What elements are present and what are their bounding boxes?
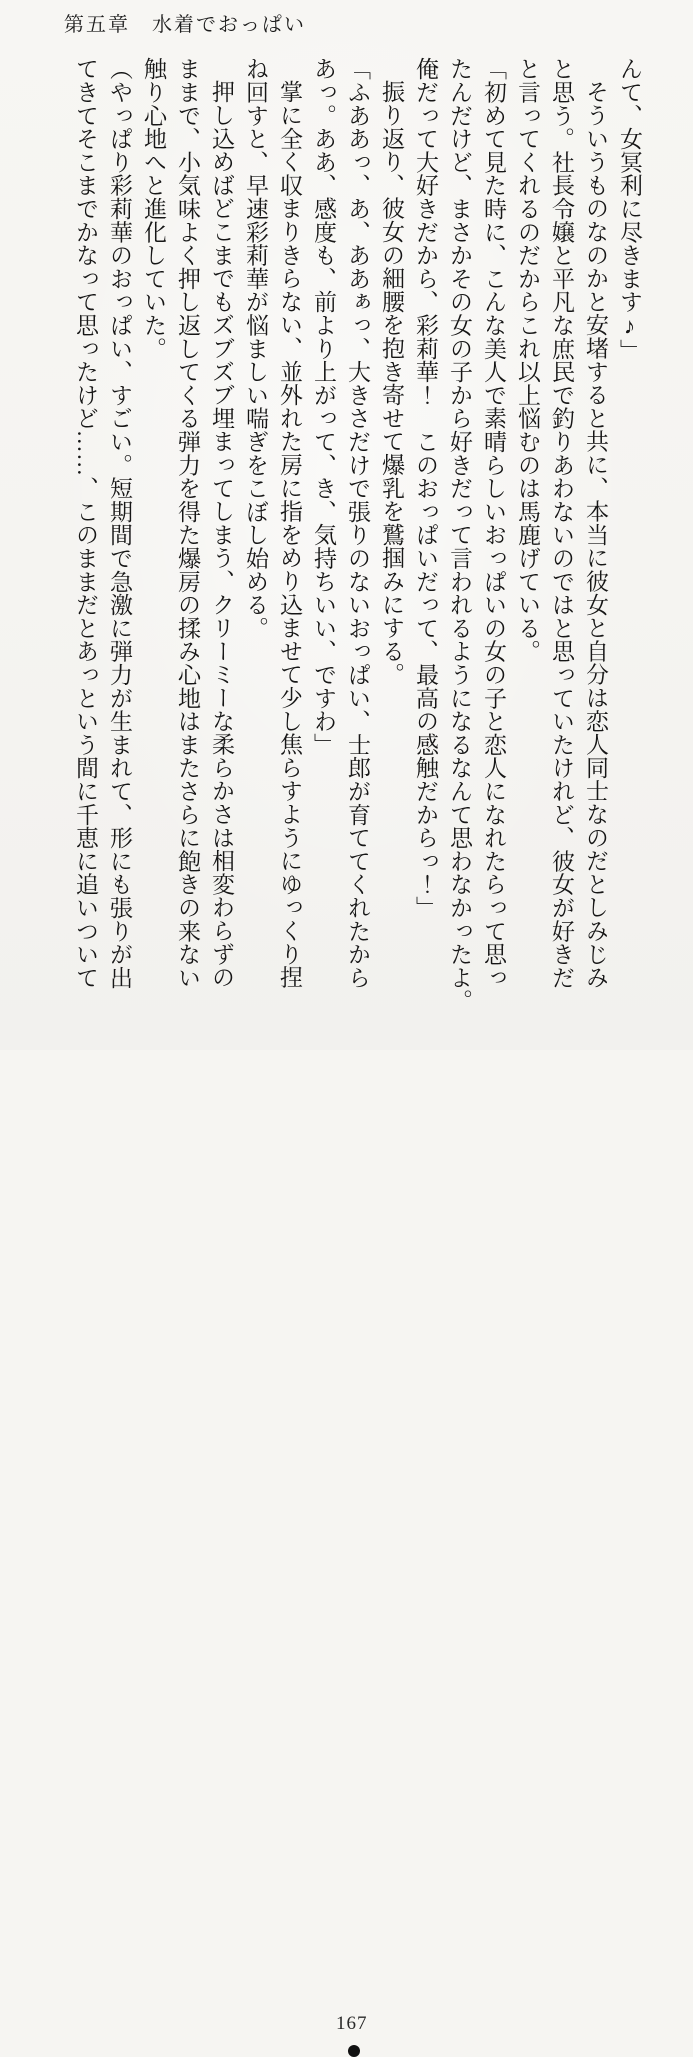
text-line: 「初めて見た時に、こんな美人で素晴らしいおっぱいの女の子と恋人になれたらって思っ (481, 57, 506, 989)
text-line: （やっぱり彩莉華のおっぱい、すごい。短期間で急激に弾力が生まれて、形にも張りが出 (107, 57, 132, 989)
text-line: と思う。社長令嬢と平凡な庶民で釣りあわないのではと思っていたけれど、彼女が好きだ (549, 57, 574, 989)
text-line: 振り返り、彼女の細腰を抱き寄せて爆乳を鷲掴みにする。 (379, 80, 404, 686)
chapter-header: 第五章 水着でおっぱい (64, 14, 306, 36)
text-line: 触り心地へと進化していた。 (141, 57, 166, 360)
body-text (64, 57, 646, 1013)
text-line: そういうものなのかと安堵すると共に、本当に彼女と自分は恋人同士なのだとしみじみ (583, 80, 608, 989)
text-line: ね回すと、早速彩莉華が悩ましい喘ぎをこぼし始める。 (243, 57, 268, 640)
footer-dot-icon (348, 2045, 360, 2057)
text-line: あっ。ああ、感度も、前より上がって、き、気持ちいい、ですわ」 (311, 57, 336, 756)
text-line: 俺だって大好きだから、彩莉華！ このおっぱいだって、最高の感触だからっ！」 (413, 57, 438, 920)
text-line: てきてそこまでかなって思ったけど……、このままだとあっという間に千恵に追いついて (73, 57, 98, 989)
text-line: 押し込めばどこまでもズブズブ埋まってしまう、クリーミーな柔らかさは相変わらずの (209, 80, 234, 989)
page-footer (0, 1005, 693, 2034)
text-line: たんだけど、まさかその女の子から好きだって言われるようになるなんて思わなかったよ。 (447, 57, 472, 1013)
text-line: と言ってくれるのだからこれ以上悩むのは馬鹿げている。 (515, 57, 540, 663)
page-number: 167 (336, 2013, 368, 2034)
text-line: 「ふああっ、あ、ああぁっ、大きさだけで張りのないおっぱい、士郎が育ててくれたから (345, 57, 370, 989)
text-line: んて、女冥利に尽きます♪」 (617, 57, 642, 362)
text-line: 掌に全く収まりきらない、並外れた房に指をめり込ませて少し焦らすようにゆっくり捏 (277, 80, 302, 989)
text-line: ままで、小気味よく押し返してくる弾力を得た爆房の揉み心地はまたさらに飽きの来ない (175, 57, 200, 989)
